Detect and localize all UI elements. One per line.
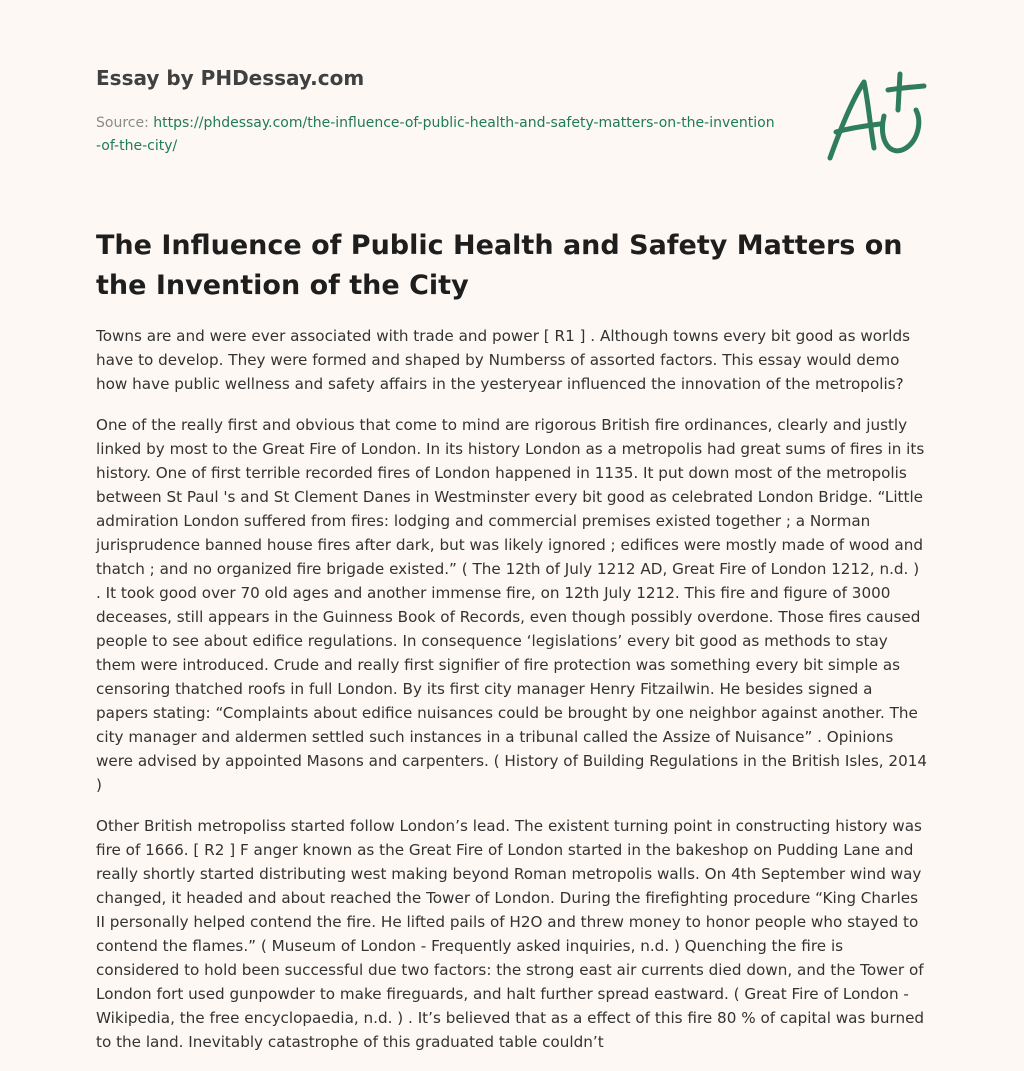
essay-body [96,324,928,1071]
essay-paragraph: One of the really first and obvious that come to mind are rigorous British fire ordinances, clearly and justly linked by most to the Great Fire of London. In its history London as a metropolis had great sums of fires in its history. One of first terrible recorded fires of London happened in 1135. It put down most of the metropolis between St Paul 's and St Clement Danes in Westminster every bit good as celebrated London Bridge. “Little admiration London suffered from fires: lodging and commercial premises existed together ; a Norman jurisprudence banned house fires after dark, but was likely ignored ; edifices were mostly made of wood and thatch ; and no organized fire brigade existed.” ( The 12th of July 1212 AD, Great Fire of London 1212, n.d. ) . It took good over 70 old ages and another immense fire, on 12th July 1212. This fire and figure of 3000 deceases, still appears in the Guinness Book of Records, even though possibly overdone. Those fires caused people to see about edifice regulations. In consequence ‘legislations’ every bit good as methods to stay them were introduced. Crude and really first signifier of fire protection was something every bit simple as censoring thatched roofs in full London. By its first city manager Henry Fitzailwin. He besides signed a papers stating: “Complaints about edifice nuisances could be brought by one neighbor against another. The city manager and aldermen settled such instances in a tribunal called the Assize of Nuisance” . Opinions were advised by appointed Masons and carpenters. ( History of Building Regulations in the British Isles, 2014 ) [96,416,928,794]
letter-a-stroke [830,82,874,158]
a-plus-logo [822,70,928,164]
swoosh-stroke [882,110,918,151]
source-link[interactable]: https://phdessay.com/the-influence-of-public-health-and-safety-matters-on-the-invention-of-the-city/ [96,115,775,154]
source-line [96,112,776,158]
essay-paragraph: Towns are and were ever associated with trade and power [ R1 ] . Although towns every bit good as worlds have to develop. They were formed and shaped by Numberss of assorted factors. This essay would demo how have public wellness and safety affairs in the yesteryear influenced the innovation of the metropolis? [96,327,911,393]
a-plus-grade-icon [822,70,928,164]
plus-horizontal [888,86,924,90]
site-title: Essay by PHDessay.com [96,66,365,90]
source-label: Source: [96,115,154,131]
essay-paragraph: Other British metropoliss started follow London’s lead. The existent turning point in constructing history was fire of 1666. [ R2 ] F anger known as the Great Fire of London started in the bakeshop on Pudding Lane and really shortly started distributing west making beyond Roman metropolis walls. On 4th September wind way changed, it headed and about reached the Tower of London. During the firefighting procedure “King Charles II personally helped contend the fire. He lifted pails of H2O and threw money to honor people who stayed to contend the flames.” ( Museum of London - Frequently asked inquiries, n.d. ) Quenching the fire is considered to hold been successful due two factors: the strong east air currents died down, and the Tower of London fort used gunpowder to make fireguards, and halt further spread eastward. ( Great Fire of London - Wikipedia, the free encyclopaedia, n.d. ) . It’s believed that as a effect of this fire 80 % of capital was burned to the land. Inevitably catastrophe of this graduated table couldn’t [96,817,925,1051]
essay-title: The Influence of Public Health and Safety Matters on the Invention of the City [96,230,903,301]
plus-vertical [898,74,900,110]
